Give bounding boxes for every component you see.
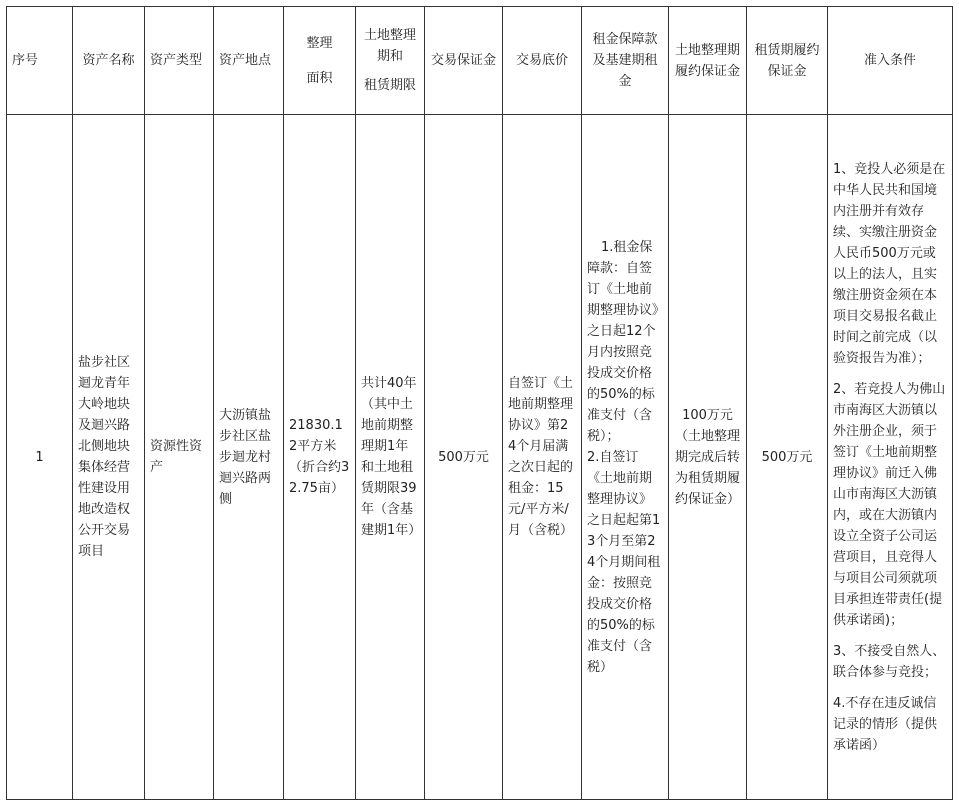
header-rent-guarantee: 租金保障款及基建期租金 bbox=[582, 7, 669, 115]
header-area-line-2: 面积 bbox=[306, 70, 333, 86]
header-seq: 序号 bbox=[7, 7, 73, 115]
cell-asset-location: 大沥镇盐步社区盐步迴龙村迴兴路两侧 bbox=[214, 115, 284, 800]
header-deposit: 交易保证金 bbox=[425, 7, 503, 115]
condition-item-3: 3、不接受自然人、联合体参与竞投； bbox=[833, 643, 946, 680]
cell-lease-perf-deposit: 500万元 bbox=[747, 115, 828, 800]
header-asset-location: 资产地点 bbox=[214, 7, 284, 115]
cell-base-price: 自签订《土地前期整理协议》第24个月届满之次日起的租金：15元/平方米/月（含税） bbox=[503, 115, 582, 800]
cell-deposit: 500万元 bbox=[425, 115, 503, 800]
header-land-perf-deposit: 土地整理期履约保证金 bbox=[669, 7, 747, 115]
header-base-price: 交易底价 bbox=[503, 7, 582, 115]
cell-conditions bbox=[828, 115, 953, 800]
header-area bbox=[284, 7, 356, 115]
cell-seq: 1 bbox=[7, 115, 73, 800]
cell-asset-type: 资源性资产 bbox=[145, 115, 214, 800]
cell-rent-guarantee bbox=[582, 115, 669, 800]
condition-item-2: 2、若竞投人为佛山市南海区大沥镇以外注册企业，须于签订《土地前期整理协议》前迁入佛山市南海区大沥镇内，或在大沥镇内设立全资子公司运营项目，且竞得人与项目公司须就项目承担连带责任(提供承诺函)； bbox=[833, 381, 946, 628]
cell-land-perf-deposit: 100万元（土地整理期完成后转为租赁期履约保证金） bbox=[669, 115, 747, 800]
header-period-line-2: 租赁期限 bbox=[363, 78, 416, 93]
rent-guarantee-item-2: 2.自签订《土地前期整理协议》之日起起第13个月至第24个月期间租金：按照竞投成交价格的50%的标准支付（含税） bbox=[587, 449, 661, 675]
cell-area: 21830.12平方米（折合约32.75亩） bbox=[284, 115, 356, 800]
header-asset-type: 资产类型 bbox=[145, 7, 214, 115]
table-row bbox=[7, 115, 953, 800]
header-row bbox=[7, 7, 953, 115]
header-lease-perf-deposit: 租赁期履约保证金 bbox=[747, 7, 828, 115]
header-period-line-1: 土地整理期和 bbox=[363, 28, 416, 64]
asset-transaction-table bbox=[6, 6, 953, 800]
cell-period: 共计40年（其中土地前期整理期1年和土地租赁期限39年（含基建期1年） bbox=[356, 115, 425, 800]
cell-asset-name: 盐步社区迴龙青年大岭地块及迴兴路北侧地块集体经营性建设用地改造权公开交易项目 bbox=[73, 115, 145, 800]
rent-guarantee-item-1: 1.租金保障款：自签订《土地前期整理协议》之日起12个月内按照竞投成交价格的50%的标准支付（含税）； bbox=[587, 239, 659, 444]
header-conditions: 准入条件 bbox=[828, 7, 953, 115]
header-area-line-1: 整理 bbox=[306, 35, 333, 51]
condition-item-1: 1、竞投人必须是在中华人民共和国境内注册并有效存续、实缴注册资金人民币500万元或以上的法人，且实缴注册资金须在本项目交易报名截止时间之前完成（以验资报告为准）； bbox=[833, 161, 946, 366]
header-asset-name: 资产名称 bbox=[73, 7, 145, 115]
condition-item-4: 4.不存在违反诚信记录的情形（提供承诺函） bbox=[833, 695, 938, 753]
header-period bbox=[356, 7, 425, 115]
